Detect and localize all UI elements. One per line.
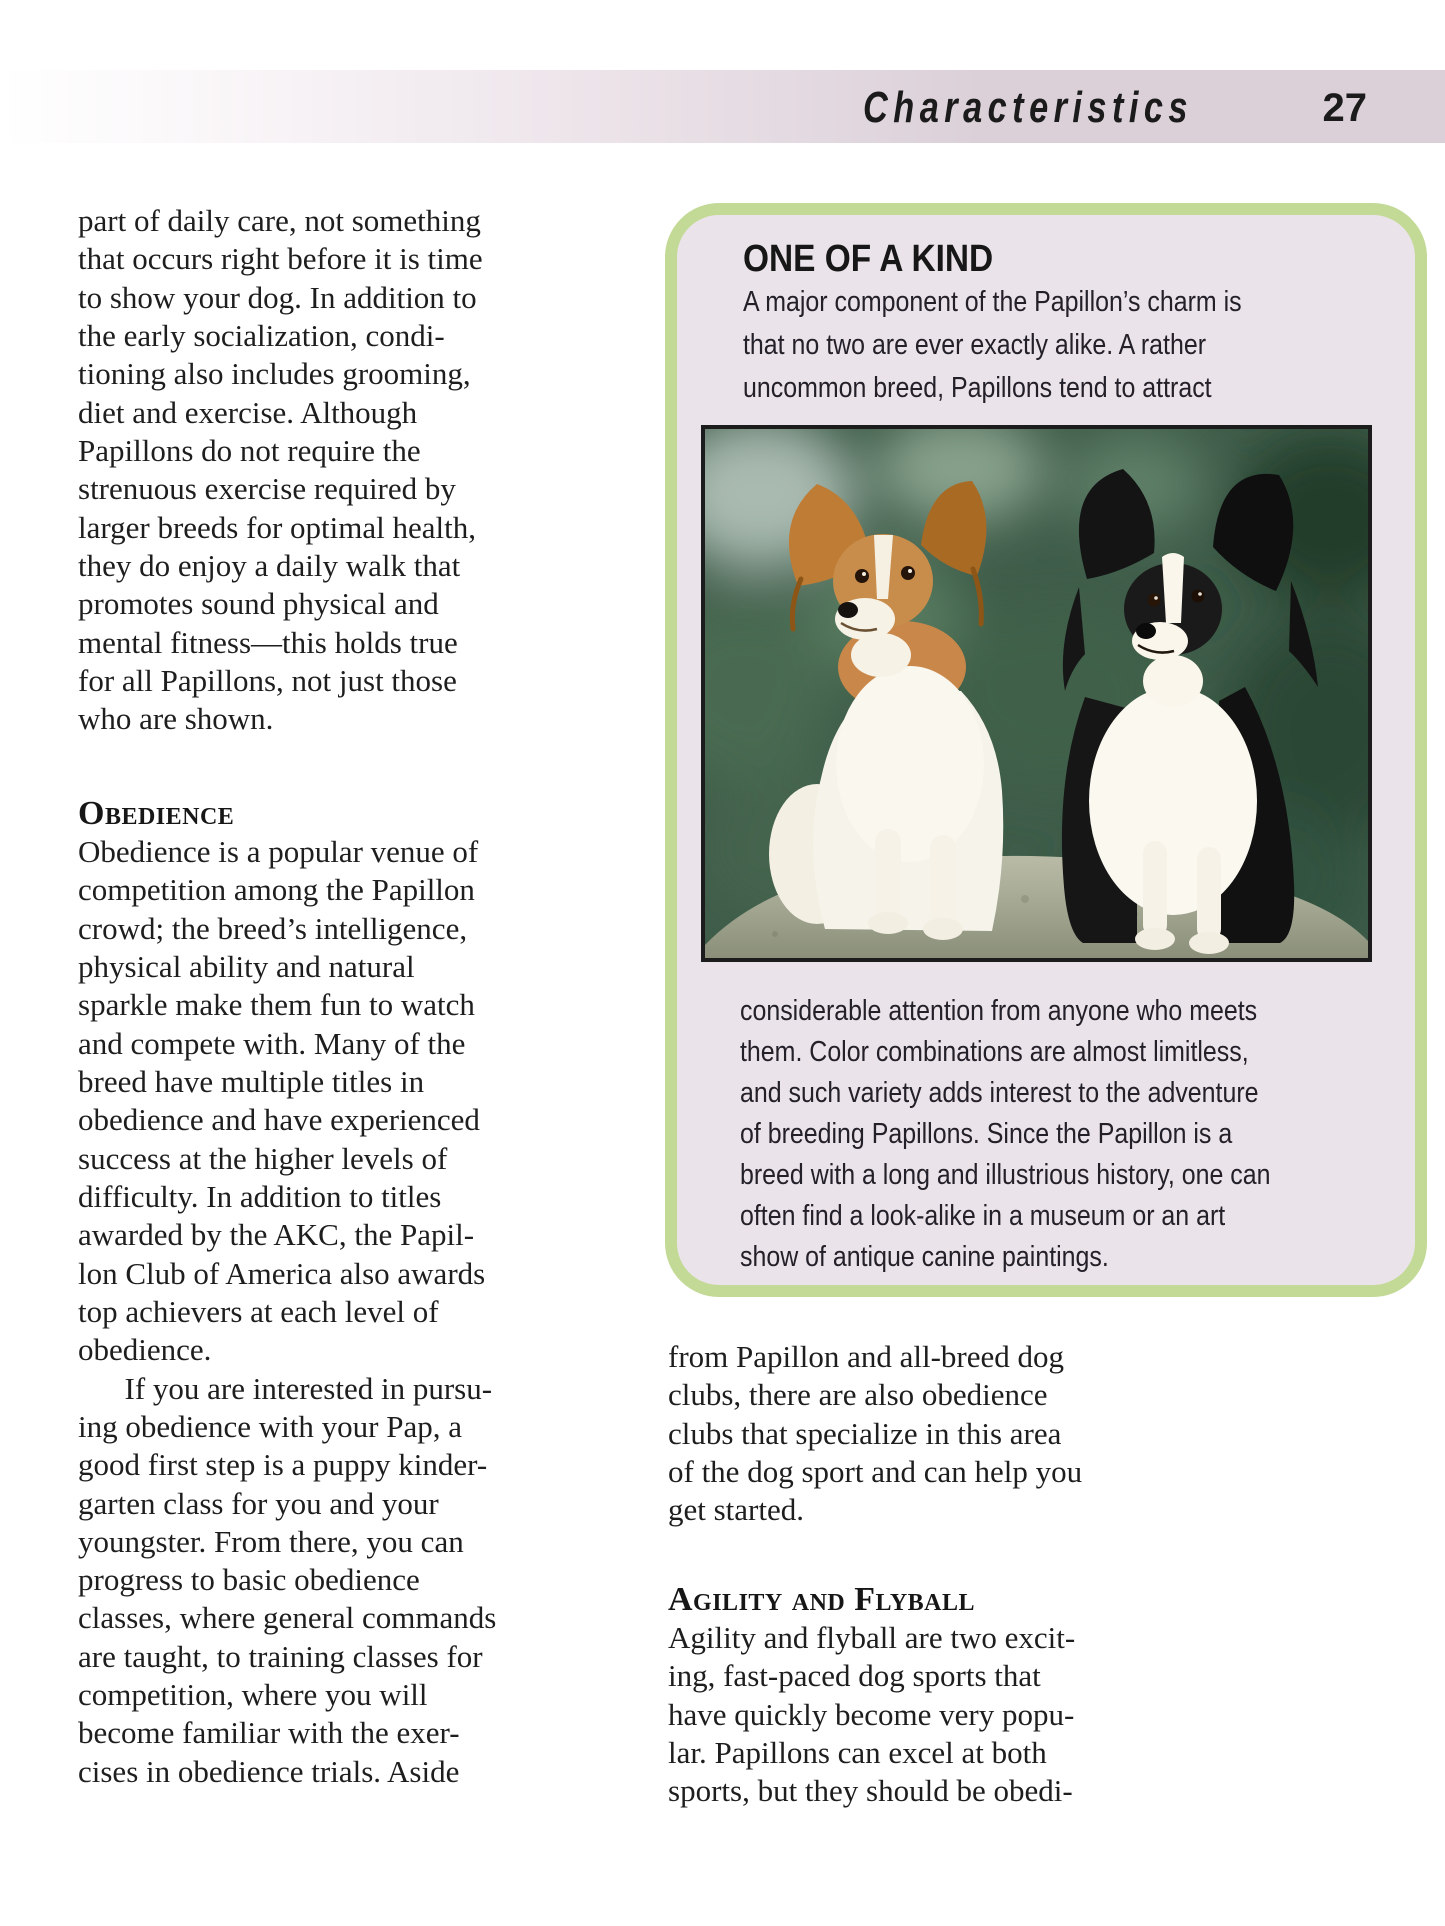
text-line: lon Club of America also awards	[78, 1255, 486, 1291]
text-line: promotes sound physical and	[78, 586, 439, 622]
text-line: tioning also includes grooming,	[78, 356, 471, 392]
text-line: they do enjoy a daily walk that	[78, 547, 461, 583]
paragraph-conditioning	[78, 202, 578, 739]
text-line: cises in obedience trials. Aside	[78, 1753, 460, 1789]
paragraph-obedience	[78, 833, 578, 1370]
text-line: strenuous exercise required by	[78, 471, 456, 507]
paragraph-clubs	[668, 1338, 1188, 1530]
text-line: youngster. From there, you can	[78, 1523, 464, 1559]
page-header-band	[0, 70, 1445, 143]
section-heading-agility-flyball: Agility and Flyball	[668, 1580, 976, 1618]
text-line: that no two are ever exactly alike. A rather	[743, 329, 1207, 361]
text-line: to show your dog. In addition to	[78, 279, 477, 315]
text-line: breed have multiple titles in	[78, 1063, 425, 1099]
text-line: of breeding Papillons. Since the Papillon is a	[740, 1118, 1233, 1150]
left-text-column	[78, 202, 578, 1791]
text-line: competition among the Papillon	[78, 872, 475, 908]
text-line: become familiar with the exer-	[78, 1715, 460, 1751]
text-line: ing, fast-paced dog sports that	[668, 1658, 1041, 1694]
text-line: obedience.	[78, 1332, 212, 1368]
text-line: uncommon breed, Papillons tend to attract	[743, 372, 1212, 404]
sidebar-caption-text	[740, 991, 1271, 1278]
text-line: of the dog sport and can help you	[668, 1453, 1083, 1489]
text-line: considerable attention from anyone who meets	[740, 995, 1258, 1027]
text-line: good first step is a puppy kinder-	[78, 1447, 488, 1483]
text-line: clubs that specialize in this area	[668, 1415, 1062, 1451]
section-heading-obedience: Obedience	[78, 794, 235, 832]
text-line: If you are interested in pursu-	[78, 1370, 493, 1406]
text-line: often find a look-alike in a museum or an art	[740, 1200, 1226, 1232]
text-line: Obedience is a popular venue of	[78, 833, 479, 869]
text-line: from Papillon and all-breed dog	[668, 1339, 1065, 1374]
text-line: that occurs right before it is time	[78, 241, 483, 277]
text-line: and such variety adds interest to the adventure	[740, 1077, 1259, 1109]
text-line: the early socialization, condi-	[78, 317, 445, 353]
text-line: Agility and flyball are two excit-	[668, 1619, 1076, 1655]
paragraph-agility	[668, 1619, 1188, 1811]
text-line: part of daily care, not something	[78, 203, 481, 238]
text-line: physical ability and natural	[78, 948, 415, 984]
sidebar-title: ONE OF A KIND	[743, 238, 994, 280]
text-line: ing obedience with your Pap, a	[78, 1408, 462, 1444]
right-text-column	[668, 1338, 1188, 1811]
text-line: diet and exercise. Although	[78, 394, 418, 430]
text-line: clubs, there are also obedience	[668, 1377, 1048, 1413]
page-number: 27	[1322, 86, 1367, 130]
text-line: classes, where general commands	[78, 1600, 497, 1636]
sidebar-intro-text	[743, 281, 1242, 410]
text-line: lar. Papillons can excel at both	[668, 1734, 1047, 1770]
text-line: garten class for you and your	[78, 1485, 439, 1521]
text-line: have quickly become very popu-	[668, 1696, 1075, 1732]
text-line: breed with a long and illustrious history, one can	[740, 1159, 1271, 1191]
text-line: crowd; the breed’s intelligence,	[78, 910, 468, 946]
text-line: awarded by the AKC, the Papil-	[78, 1217, 475, 1253]
text-line: for all Papillons, not just those	[78, 662, 457, 698]
text-line: Papillons do not require the	[78, 432, 421, 468]
text-line: progress to basic obedience	[78, 1562, 420, 1598]
text-line: top achievers at each level of	[78, 1293, 439, 1329]
text-line: sports, but they should be obedi-	[668, 1773, 1073, 1809]
text-line: larger breeds for optimal health,	[78, 509, 476, 545]
text-line: success at the higher levels of	[78, 1140, 448, 1176]
text-line: and compete with. Many of the	[78, 1025, 466, 1061]
text-line: get started.	[668, 1492, 805, 1528]
papillon-dogs-photo	[701, 425, 1372, 962]
text-line: A major component of the Papillon’s charm is	[743, 286, 1242, 318]
text-line: who are shown.	[78, 701, 274, 737]
chapter-title: Characteristics	[863, 83, 1193, 132]
text-line: show of antique canine paintings.	[740, 1241, 1109, 1273]
text-line: difficulty. In addition to titles	[78, 1178, 442, 1214]
text-line: obedience and have experienced	[78, 1102, 480, 1138]
text-line: mental fitness—this holds true	[78, 624, 458, 660]
text-line: competition, where you will	[78, 1677, 428, 1713]
text-line: are taught, to training classes for	[78, 1638, 483, 1674]
text-line: sparkle make them fun to watch	[78, 987, 475, 1023]
papillons-photo-illustration	[705, 429, 1368, 958]
paragraph-obedience-training	[78, 1370, 578, 1792]
text-line: them. Color combinations are almost limitless,	[740, 1036, 1249, 1068]
